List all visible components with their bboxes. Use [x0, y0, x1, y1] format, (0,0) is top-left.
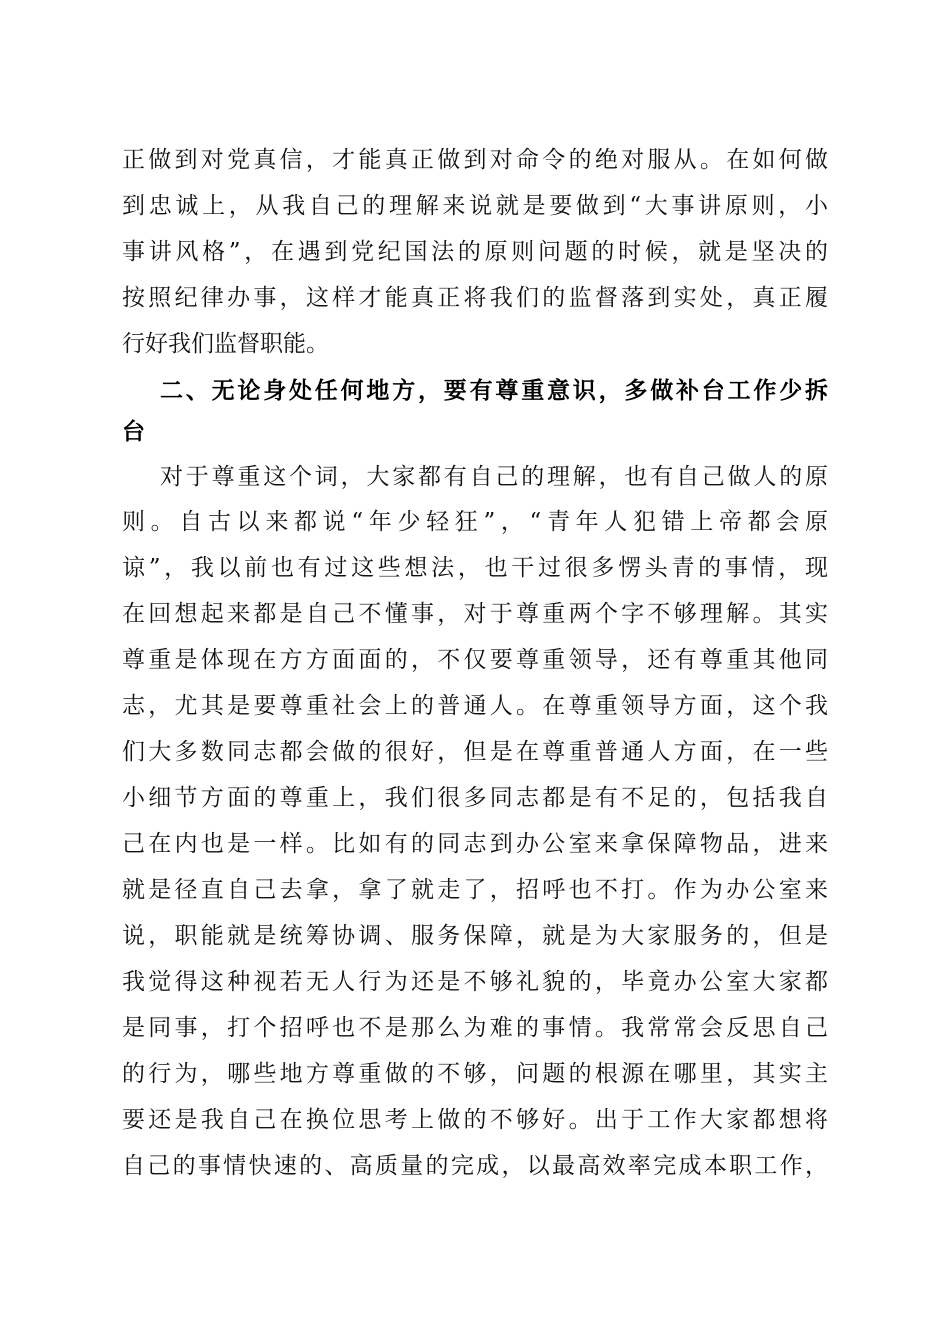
paragraph-line: 在回想起来都是自己不懂事，对于尊重两个字不够理解。其实 [122, 601, 828, 627]
section-heading: 二、无论身处任何地方，要有尊重意识，多做补台工作少拆 [160, 378, 828, 404]
paragraph-line: 我觉得这种视若无人行为还是不够礼貌的，毕竟办公室大家都 [122, 969, 828, 995]
paragraph-line: 说，职能就是统筹协调、服务保障，就是为大家服务的，但是 [122, 923, 828, 949]
paragraph-line: 要还是我自己在换位思考上做的不够好。出于工作大家都想将 [122, 1107, 828, 1133]
paragraph-line: 己在内也是一样。比如有的同志到办公室来拿保障物品，进来 [122, 831, 828, 857]
section-heading: 台 [122, 419, 145, 445]
paragraph-line: 按照纪律办事，这样才能真正将我们的监督落到实处，真正履 [122, 285, 828, 311]
paragraph-line: 小细节方面的尊重上，我们很多同志都是有不足的，包括我自 [122, 785, 828, 811]
paragraph-line: 是同事，打个招呼也不是那么为难的事情。我常常会反思自己 [122, 1015, 828, 1041]
paragraph-line: 对于尊重这个词，大家都有自己的理解，也有自己做人的原 [160, 464, 828, 490]
paragraph-line: 到忠诚上，从我自己的理解来说就是要做到“大事讲原则，小 [122, 193, 828, 219]
paragraph-line: 尊重是体现在方方面面的，不仅要尊重领导，还有尊重其他同 [122, 647, 828, 673]
paragraph-line: 的行为，哪些地方尊重做的不够，问题的根源在哪里，其实主 [122, 1061, 828, 1087]
paragraph-line: 就是径直自己去拿，拿了就走了，招呼也不打。作为办公室来 [122, 877, 828, 903]
paragraph-line: 事讲风格”，在遇到党纪国法的原则问题的时候，就是坚决的 [122, 239, 828, 265]
paragraph-line: 正做到对党真信，才能真正做到对命令的绝对服从。在如何做 [122, 147, 828, 173]
paragraph-line: 行好我们监督职能。 [122, 331, 329, 357]
paragraph-line: 则。自古以来都说“年少轻狂”，“青年人犯错上帝都会原 [122, 509, 828, 535]
paragraph-line: 谅”，我以前也有过这些想法，也干过很多愣头青的事情，现 [122, 555, 828, 581]
paragraph-line: 志，尤其是要尊重社会上的普通人。在尊重领导方面，这个我 [122, 693, 828, 719]
paragraph-line: 自己的事情快速的、高质量的完成，以最高效率完成本职工作， [122, 1153, 828, 1179]
paragraph-line: 们大多数同志都会做的很好，但是在尊重普通人方面，在一些 [122, 739, 828, 765]
